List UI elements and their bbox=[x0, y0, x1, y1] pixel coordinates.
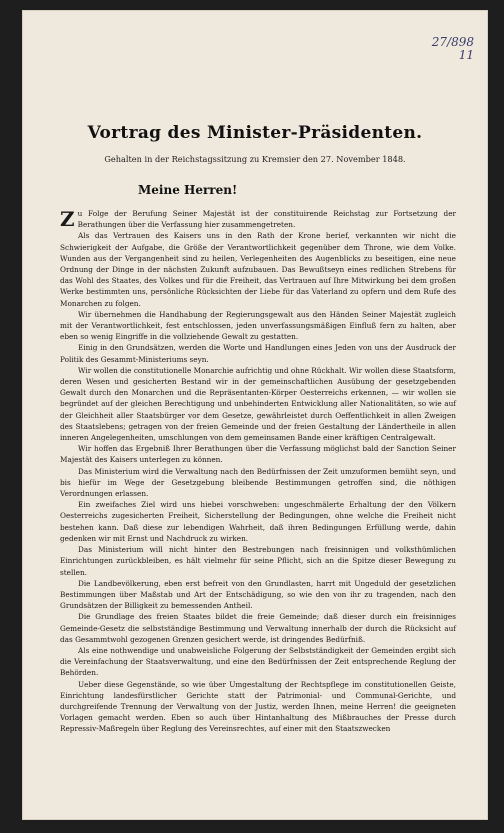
paragraph: Als das Vertrauen des Kaisers uns in den Rath der Krone berief, verkannten wir nicht die Schwierigkeit der Aufgabe, die Größe der Verantwortlichkeit gegenüber dem Throne, wie dem Volke. Wunden aus der Vergangenheit sind zu heilen, Verlegenheiten des Augenblicks zu beseitigen, eine neue Ordnung der Dinge in der nächsten Zukunft aufzubauen. Das Bewußtseyn eines redlichen Strebens für das Wohl des Staates, des Volkes und für die Freiheit, das Vertrauen auf Ihre Mitwirkung bei dem großen Werke bestimmten uns, persönliche Rücksichten der Liebe für das Vaterland zu opfern und dem Rufe des Monarchen zu folgen. bbox=[60, 231, 456, 308]
paragraph: Als eine nothwendige und unabweisliche Folgerung der Selbstständigkeit der Gemeinden ergibt sich die Vereinfachung der Staatsverwaltung, und eine den Bedürfnissen der Zeit entsprechende Reglung der Behörden. bbox=[60, 645, 456, 678]
archive-note-bottom: 11 bbox=[458, 48, 474, 62]
paragraph: Wir hoffen das Ergebniß Ihrer Berathungen über die Verfassung möglichst bald der Sanction Seiner Majestät des Kaisers unterlegen zu können. bbox=[60, 444, 456, 465]
archive-note-right: 898 bbox=[451, 35, 474, 49]
document-page bbox=[22, 10, 488, 820]
paragraph: Wir wollen die constitutionelle Monarchie aufrichtig und ohne Rückhalt. Wir wollen diese Staatsform, deren Wesen und gesicherten Bestand wir in der gemeinschaftlichen Ausübung der gesetzgebenden Gewalt durch den Monarchen und die Repräsentanten-Körper Oesterreichs erkennen, — wir wollen sie begründet auf der gleichen Berechtigung und unbehinderten Entwicklung aller Nationalitäten, so wie auf der Gleichheit aller Staatsbürger vor dem Gesetze, gewährleistet durch Oeffentlichkeit in allen Zweigen des Staatslebens; getragen von der freien Gemeinde und der freien Gestaltung der Ländertheile in allen inneren Angelegenheiten, umschlungen von dem gemeinsamen Bande einer kräftigen Centralgewalt. bbox=[60, 365, 456, 443]
body-text bbox=[60, 208, 456, 735]
drop-cap: Z bbox=[60, 207, 75, 231]
paragraph: Einig in den Grundsätzen, werden die Worte und Handlungen eines Jeden von uns der Ausdruck der Politik des Gesammt-Ministeriums seyn. bbox=[60, 343, 456, 364]
paragraph: Die Grundlage des freien Staates bildet die freie Gemeinde; daß dieser durch ein freisinniges Gemeinde-Gesetz die selbstständige Bestimmung und Verwaltung innerhalb der durch die Rücksicht auf das Gesammtwohl gezogenen Grenzen gesichert werde, ist dringendes Bedürfniß. bbox=[60, 612, 456, 644]
paragraph: Wir übernehmen die Handhabung der Regierungsgewalt aus den Händen Seiner Majestät zugleich mit der Verantwortlichkeit, fest entschlossen, jeden unverfassungsmäßigen Einfluß fern zu halten, aber eben so wenig Eingriffe in die vollziehende Gewalt zu gestatten. bbox=[60, 309, 456, 342]
paragraph: Das Ministerium will nicht hinter den Bestrebungen nach freisinnigen und volksthümlichen Einrichtungen zurückbleiben, es hält vielmehr für seine Pflicht, sich an die Spitze dieser Bewegung zu stellen. bbox=[60, 545, 456, 577]
archive-note-top: 27 bbox=[431, 35, 448, 49]
paragraph: Die Landbevölkerung, eben erst befreit von den Grundlasten, harrt mit Ungeduld der gesetzlichen Bestimmungen über Maßstab und Art der Entschädigung, so wie den von ihr zu tragenden, nach den Grundsätzen der Billigkeit zu bemessenden Antheil. bbox=[60, 578, 456, 611]
document-subtitle: Gehalten in der Reichstagssitzung zu Kremsier den 27. November 1848. bbox=[104, 154, 406, 164]
salutation: Meine Herren! bbox=[138, 183, 238, 197]
paragraph: Ueber diese Gegenstände, so wie über Umgestaltung der Rechtspflege im constitutionellen Geiste, Einrichtung landesfürstlicher Gerichte statt der Patrimonial- und Communal-Gerichte, und durchgreifende Trennung der Verwaltung von der Justiz, werden Ihnen, meine Herren! die geeigneten Vorlagen gemacht werden. Eben so auch über Hintanhaltung des Mißbrauches der Presse durch Repressiv-Maßregeln über Reglung des Vereinsrechtes, auf einer mit den Staatszwecken bbox=[60, 679, 456, 734]
archive-note: 27/898 11 bbox=[431, 35, 474, 62]
document-title: Vortrag des Minister-Präsidenten. bbox=[87, 123, 423, 143]
paragraph: Ein zweifaches Ziel wird uns hiebei vorschweben: ungeschmälerte Erhaltung der den Völkern Oesterreichs zugesicherten Freiheit, Sicherstellung der Bedingungen, ohne welche die Freiheit nicht bestehen kann. Daß diese zur lebendigen Wahrheit, daß ihren Bedingungen Erfüllung werde, dahin gedenken wir mit Ernst und Nachdruck zu wirken. bbox=[60, 500, 456, 543]
paragraph: Zu Folge der Berufung Seiner Majestät ist der constituirende Reichstag zur Fortsetzung der Berathungen über die Verfassung hier zusammengetreten. bbox=[60, 207, 456, 231]
paragraph: Das Ministerium wird die Verwaltung nach den Bedürfnissen der Zeit umzuformen bemüht seyn, und bis hiefür im Wege der Gesetzgebung bleibende Bestimmungen getroffen sind, die nöthigen Verordnungen erlassen. bbox=[60, 466, 456, 499]
